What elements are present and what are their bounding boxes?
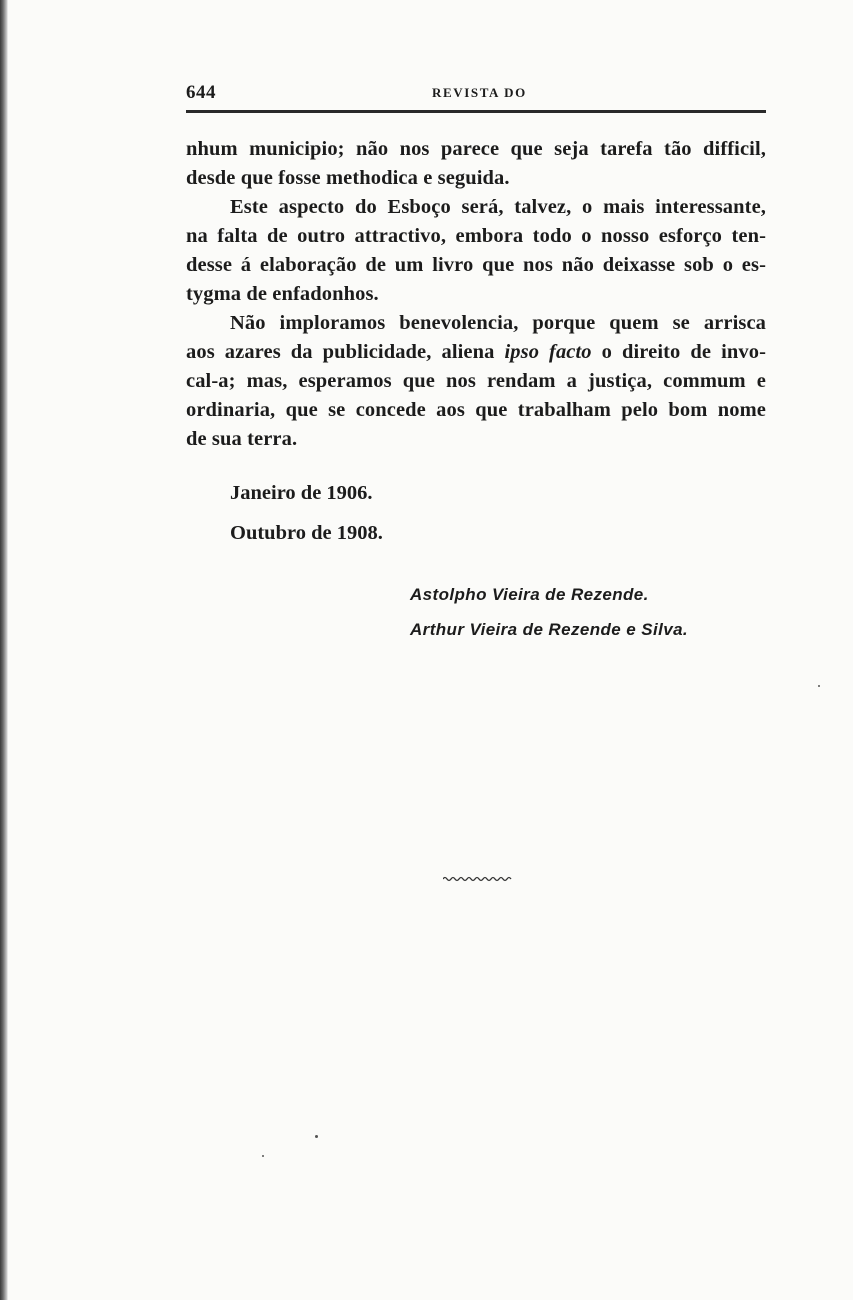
text-line: cal-a; mas, esperamos que nos rendam a justiça, commum e	[186, 370, 766, 392]
text-line: ordinaria, que se concede aos que trabalham pelo bom nome	[186, 399, 766, 421]
text-segment: o direito de invo-	[601, 341, 766, 363]
paper-speck	[818, 685, 820, 687]
text-line: Este aspecto do Esboço será, talvez, o mais interessante,	[230, 196, 766, 218]
page-number: 644	[186, 82, 216, 103]
text-line	[186, 338, 766, 367]
text-line: tygma de enfadonhos.	[186, 283, 379, 305]
text-line: nhum municipio; não nos parece que seja tarefa tão difficil,	[186, 138, 766, 160]
paper-speck	[262, 1155, 264, 1157]
text-line: Não imploramos benevolencia, porque quem se arrisca	[230, 312, 766, 334]
text-line: de sua terra.	[186, 428, 298, 450]
page-header	[186, 82, 766, 106]
ornamental-divider	[443, 876, 513, 882]
header-rule	[186, 110, 766, 113]
text-line: desde que fosse methodica e seguida.	[186, 167, 510, 189]
date-first: Janeiro de 1906.	[230, 482, 373, 504]
body-text	[186, 135, 766, 454]
text-segment: aos azares da publicidade, aliena	[186, 341, 495, 363]
text-line: desse á elaboração de um livro que nos não deixasse sob o es-	[186, 254, 766, 276]
text-line: na falta de outro attractivo, embora todo o nosso esforço ten-	[186, 225, 766, 247]
signature-second: Arthur Vieira de Rezende e Silva.	[410, 620, 689, 639]
running-head: REVISTA DO	[432, 85, 527, 100]
italic-phrase: ipso facto	[504, 341, 592, 363]
page-binding-edge	[0, 0, 8, 1300]
signature-first: Astolpho Vieira de Rezende.	[410, 585, 649, 604]
date-second: Outubro de 1908.	[230, 522, 383, 544]
paper-speck	[315, 1135, 318, 1138]
